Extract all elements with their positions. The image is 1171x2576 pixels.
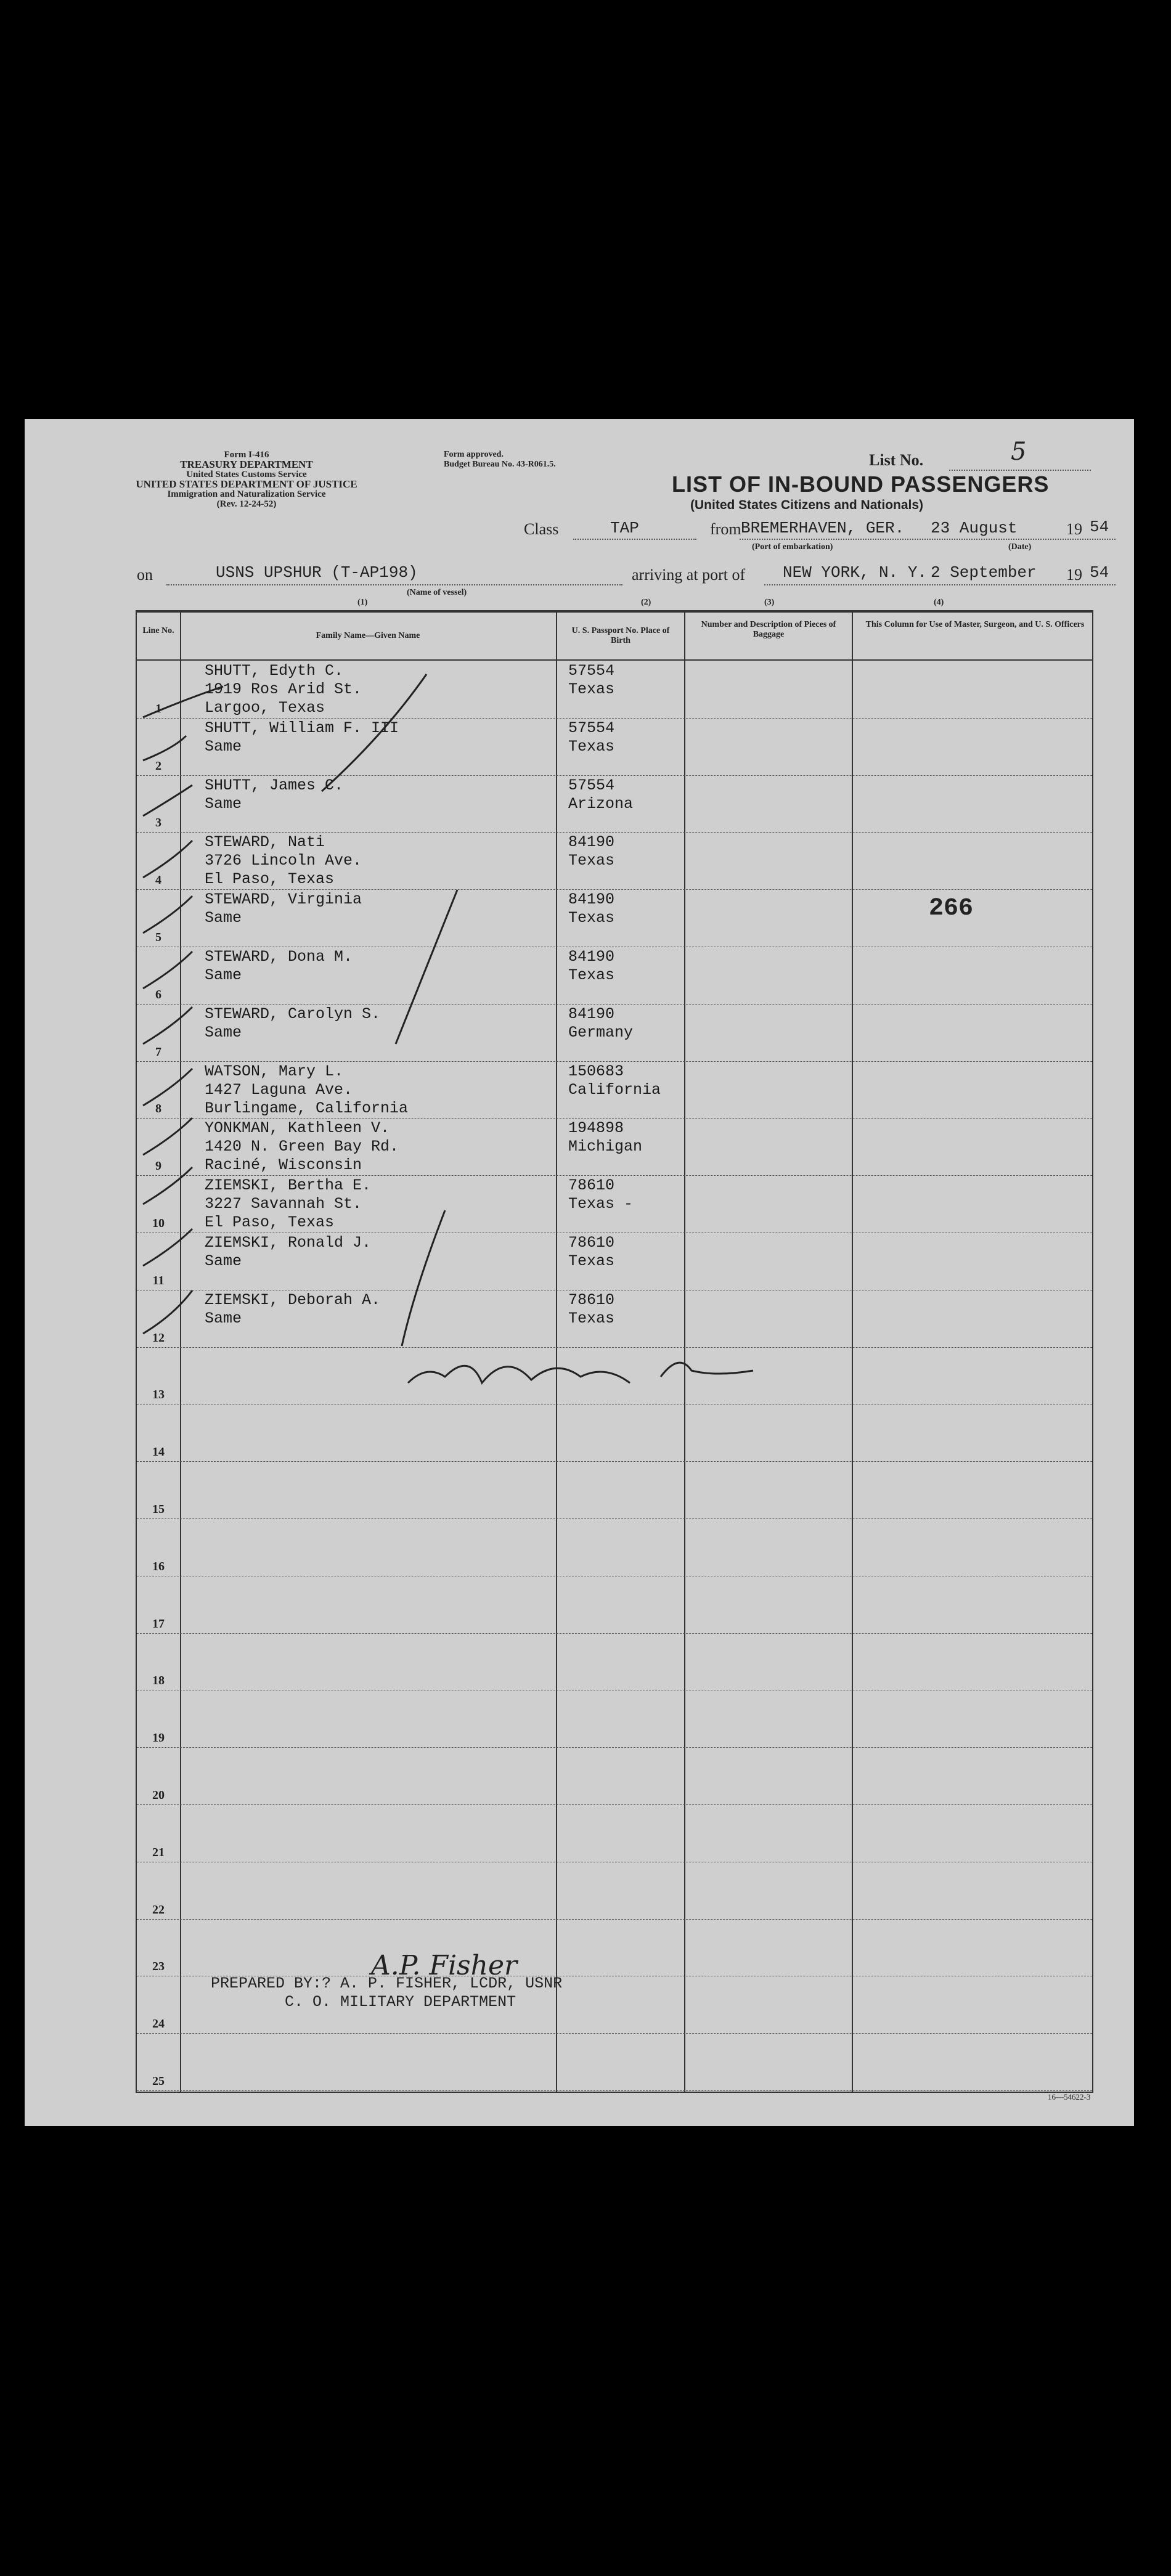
line-number: 12 <box>152 1331 165 1345</box>
arrival-year: 54 <box>1090 563 1109 582</box>
header-baggage: Number and Description of Pieces of Baggage <box>701 620 836 639</box>
passenger-name-cell: STEWARD, Nati 3726 Lincoln Ave. El Paso, Texas <box>205 833 362 889</box>
page-subtitle: (United States Citizens and Nationals) <box>690 498 924 512</box>
line-number: 13 <box>152 1388 165 1402</box>
line-number: 3 <box>155 816 161 830</box>
passenger-name-cell: STEWARD, Virginia Same <box>205 891 362 927</box>
port-of-embarkation: BREMERHAVEN, GER. <box>741 519 905 537</box>
passport-birthplace-cell: 150683 California <box>568 1062 661 1099</box>
passenger-name-cell: ZIEMSKI, Ronald J. Same <box>205 1234 372 1270</box>
line-number: 14 <box>152 1445 165 1459</box>
line-number: 24 <box>152 2017 165 2031</box>
line-number: 18 <box>152 1674 165 1688</box>
line-number: 16 <box>152 1559 165 1573</box>
embarkation-line <box>740 539 1116 540</box>
preparer-signature: A.P. Fisher <box>371 1950 518 1981</box>
passenger-name-cell: ZIEMSKI, Deborah A. Same <box>205 1290 381 1327</box>
date-caption: (Date) <box>1008 542 1032 552</box>
passport-birthplace-cell: 57554 Texas <box>568 662 615 698</box>
revision-text: (Rev. 12-24-52) <box>216 499 277 509</box>
line-number: 22 <box>152 1902 165 1917</box>
embarkation-year: 54 <box>1090 518 1109 536</box>
line-number: 7 <box>155 1045 161 1059</box>
class-line <box>573 539 696 540</box>
passport-birthplace-cell: 84190 Texas <box>568 891 615 927</box>
arriving-label: arriving at port of <box>632 566 746 584</box>
embarkation-date: 23 August <box>931 519 1018 537</box>
vessel-name: USNS UPSHUR (T-AP198) <box>216 563 418 582</box>
budget-approval <box>444 450 629 470</box>
form-approved-text: Form approved. <box>444 450 504 459</box>
passport-birthplace-cell: 78610 Texas <box>568 1234 615 1270</box>
line-number: 21 <box>152 1845 165 1859</box>
passenger-name-cell: ZIEMSKI, Bertha E. 3227 Savannah St. El Paso, Texas <box>205 1176 372 1232</box>
passenger-name-cell: SHUTT, James C. Same <box>205 776 344 813</box>
passport-birthplace-cell: 194898 Michigan <box>568 1119 643 1156</box>
line-number: 2 <box>155 759 161 773</box>
line-number: 15 <box>152 1502 165 1516</box>
officer-stamp: 266 <box>929 895 974 923</box>
column-number: (4) <box>934 598 944 607</box>
passport-birthplace-cell: 84190 Germany <box>568 1005 634 1041</box>
column-number: (3) <box>764 598 775 607</box>
justice-dept-text: UNITED STATES DEPARTMENT OF JUSTICE <box>136 478 357 490</box>
line-number: 9 <box>155 1159 161 1173</box>
ins-text: Immigration and Naturalization Service <box>167 489 326 499</box>
passenger-name-cell: YONKMAN, Kathleen V. 1420 N. Green Bay Rd. Raciné, Wisconsin <box>205 1119 399 1175</box>
year-prefix: 19 <box>1066 520 1082 538</box>
header-line-no: Line No. <box>142 626 174 635</box>
prepared-by: PREPARED BY:? A. P. FISHER, LCDR, USNR C. O. MILITARY DEPARTMENT <box>211 1975 563 2011</box>
form-number-text: Form I-416 <box>224 450 269 460</box>
arrival-port: NEW YORK, N. Y. <box>783 563 928 582</box>
vessel-caption: (Name of vessel) <box>407 588 467 597</box>
header-officers: This Column for Use of Master, Surgeon, and U. S. Officers <box>865 620 1085 629</box>
line-number: 17 <box>152 1616 165 1631</box>
line-number: 8 <box>155 1102 161 1116</box>
arrival-line <box>764 584 1116 585</box>
passenger-table <box>136 610 1093 2093</box>
form-print-number: 16—54622-3 <box>1048 2092 1091 2101</box>
year-prefix: 19 <box>1066 566 1082 584</box>
customs-service-text: United States Customs Service <box>186 470 307 479</box>
passport-birthplace-cell: 78610 Texas - <box>568 1176 634 1213</box>
passport-birthplace-cell: 57554 Texas <box>568 719 615 756</box>
port-caption: (Port of embarkation) <box>752 542 833 552</box>
passport-birthplace-cell: 57554 Arizona <box>568 776 634 813</box>
treasury-dept-text: TREASURY DEPARTMENT <box>180 459 313 470</box>
passport-birthplace-cell: 84190 Texas <box>568 833 615 870</box>
vessel-line <box>166 584 622 585</box>
manifest-sheet <box>25 419 1134 2126</box>
list-number-label: List No. <box>869 451 924 469</box>
handwritten-marks <box>137 613 1092 2092</box>
budget-bureau-text: Budget Bureau No. 43-R061.5. <box>444 460 556 469</box>
from-label: from <box>710 520 741 538</box>
class-value: TAP <box>610 519 639 537</box>
line-number: 5 <box>155 931 161 944</box>
page-title: LIST OF IN-BOUND PASSENGERS <box>672 471 1050 497</box>
on-label: on <box>137 566 153 584</box>
line-number: 6 <box>155 987 161 1001</box>
passenger-name-cell: STEWARD, Dona M. Same <box>205 948 353 984</box>
line-number: 4 <box>155 873 161 887</box>
passenger-name-cell: STEWARD, Carolyn S. Same <box>205 1005 381 1041</box>
form-identification <box>123 450 370 509</box>
line-number: 23 <box>152 1960 165 1974</box>
passenger-name-cell: SHUTT, William F. III Same <box>205 719 399 756</box>
list-number-line <box>949 470 1091 471</box>
line-number: 10 <box>152 1217 165 1230</box>
line-number: 1 <box>155 701 161 715</box>
header-name: Family Name—Given Name <box>316 631 420 640</box>
passenger-name-cell: WATSON, Mary L. 1427 Laguna Ave. Burlingame, California <box>205 1062 409 1117</box>
class-label: Class <box>524 520 559 538</box>
header-passport: U. S. Passport No. Place of Birth <box>571 626 670 645</box>
column-number: (2) <box>641 598 651 607</box>
line-number: 19 <box>152 1731 165 1745</box>
column-number: (1) <box>357 598 368 607</box>
passenger-name-cell: SHUTT, Edyth C. 1919 Ros Arid St. Largoo, Texas <box>205 662 362 717</box>
arrival-date: 2 September <box>931 563 1037 582</box>
list-number-value: 5 <box>1011 438 1027 466</box>
line-number: 25 <box>152 2074 165 2088</box>
passport-birthplace-cell: 78610 Texas <box>568 1290 615 1327</box>
line-number: 20 <box>152 1788 165 1802</box>
passport-birthplace-cell: 84190 Texas <box>568 948 615 984</box>
line-number: 11 <box>152 1273 165 1287</box>
